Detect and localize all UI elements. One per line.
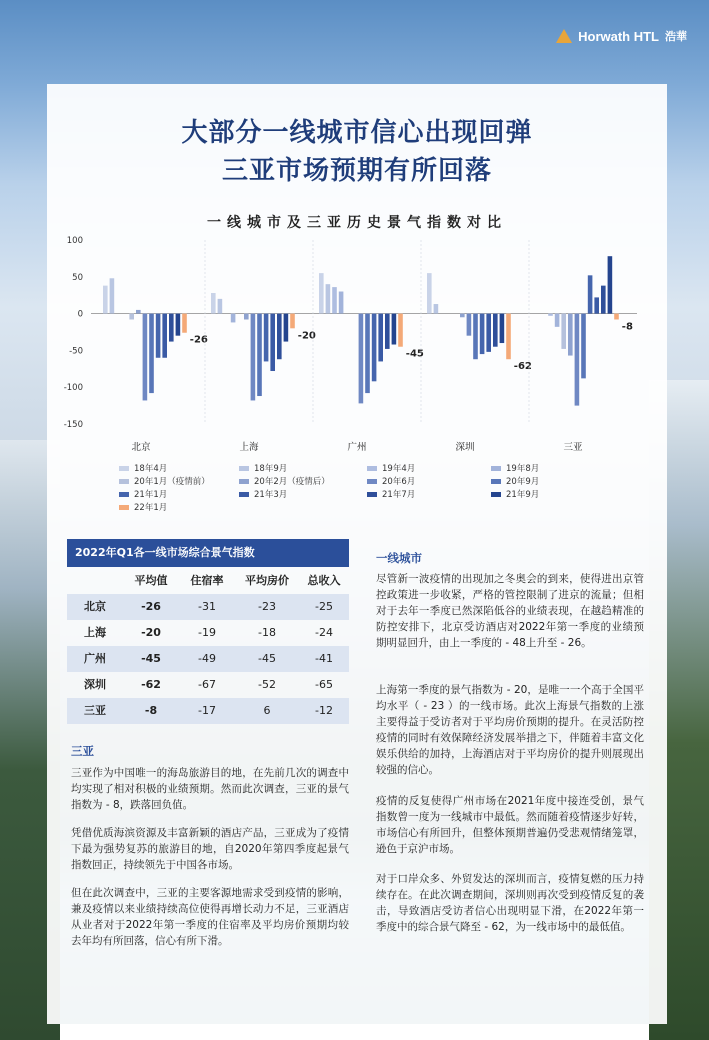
bar bbox=[548, 314, 553, 316]
table-cell: -67 bbox=[198, 678, 216, 691]
table-title: 2022年Q1各一线市场综合景气指数 bbox=[67, 539, 349, 567]
legend-swatch bbox=[367, 466, 377, 471]
legend-label: 21年3月 bbox=[254, 490, 288, 500]
bar bbox=[575, 314, 580, 406]
bar bbox=[500, 314, 505, 343]
legend-label: 20年1月（疫情前） bbox=[134, 477, 210, 487]
legend-label: 20年6月 bbox=[382, 477, 416, 487]
sanya-heading: 三亚 bbox=[71, 744, 94, 758]
legend-swatch bbox=[119, 466, 129, 471]
bar bbox=[392, 314, 397, 345]
legend-swatch bbox=[491, 466, 501, 471]
table-cell: -49 bbox=[198, 652, 216, 665]
end-value-label: -20 bbox=[297, 330, 316, 342]
table-cell: 平均值 bbox=[134, 574, 168, 587]
bar bbox=[284, 314, 289, 342]
legend-item bbox=[239, 475, 330, 487]
y-tick-label: 100 bbox=[66, 236, 83, 246]
headline-line1: 大部分一线城市信心出现回弹 bbox=[181, 118, 533, 148]
brand-cn: 浩華 bbox=[665, 31, 687, 43]
legend-swatch bbox=[119, 492, 129, 497]
bar bbox=[290, 314, 295, 329]
y-tick-label: -150 bbox=[63, 420, 83, 430]
bar bbox=[277, 314, 282, 360]
bar bbox=[581, 314, 586, 379]
bar bbox=[506, 314, 511, 360]
bar bbox=[486, 314, 491, 352]
table-cell: -8 bbox=[144, 704, 158, 717]
bar bbox=[332, 287, 337, 313]
legend-label: 22年1月 bbox=[134, 503, 168, 513]
legend-swatch bbox=[367, 492, 377, 497]
table-cell: 深圳 bbox=[84, 678, 106, 691]
bar bbox=[601, 286, 606, 314]
legend-label: 21年1月 bbox=[134, 490, 168, 500]
legend-item bbox=[119, 475, 210, 487]
table-cell: 北京 bbox=[84, 600, 106, 613]
table-cell: -65 bbox=[315, 678, 333, 691]
brand-name: Horwath HTL bbox=[578, 28, 659, 44]
category-label: 深圳 bbox=[455, 442, 475, 453]
legend-swatch bbox=[119, 479, 129, 484]
bar bbox=[365, 314, 370, 393]
bar bbox=[555, 314, 560, 327]
end-value-label: -8 bbox=[621, 321, 633, 333]
bar bbox=[588, 275, 593, 313]
legend-label: 18年4月 bbox=[134, 464, 168, 474]
y-tick-label: 50 bbox=[72, 272, 83, 283]
brand-triangle-icon bbox=[556, 29, 572, 43]
table-cell: -17 bbox=[198, 704, 216, 717]
bar bbox=[129, 314, 134, 320]
tier1-heading: 一线城市 bbox=[376, 551, 422, 565]
bar bbox=[110, 278, 115, 313]
bar bbox=[568, 314, 573, 356]
category-label: 三亚 bbox=[563, 442, 583, 453]
bar bbox=[427, 273, 432, 313]
legend-swatch bbox=[119, 505, 129, 510]
tier1-paragraph-4: 对于口岸众多、外贸发达的深圳而言，疫情复燃的压力持续存在。在此次调查期间，深圳则再次受到疫情反复的袭击，导致酒店受访者信心出现明显下滑，在2022年第一季度中的综合景气降至 - 62，为一线市场中的最低值。 bbox=[376, 873, 644, 933]
table-cell: 三亚 bbox=[84, 704, 106, 717]
bar bbox=[467, 314, 472, 336]
end-value-label: -62 bbox=[513, 361, 532, 373]
legend-swatch bbox=[491, 479, 501, 484]
legend-item bbox=[367, 475, 415, 487]
bar bbox=[460, 314, 465, 318]
table-cell: -52 bbox=[258, 678, 276, 691]
table-row bbox=[67, 672, 349, 698]
table-cell: -62 bbox=[141, 678, 161, 691]
table-row bbox=[67, 594, 349, 620]
table-cell bbox=[67, 568, 123, 594]
headline-line2: 三亚市场预期有所回落 bbox=[221, 156, 492, 186]
content-panel bbox=[47, 84, 667, 1024]
bar-chart bbox=[47, 234, 667, 474]
tier1-paragraph-3: 疫情的反复使得广州市场在2021年度中接连受创，景气指数曾一度为一线城市中最低。然而随着疫情逐步好转，市场信心有所回升，但整体预期普遍仍受悲观情绪笼罩，逊色于京沪市场。 bbox=[376, 795, 644, 855]
legend-item bbox=[119, 462, 167, 474]
bar bbox=[319, 273, 324, 313]
legend-item bbox=[491, 488, 539, 500]
bar bbox=[251, 314, 256, 401]
bar bbox=[434, 304, 439, 314]
end-value-label: -45 bbox=[405, 348, 424, 360]
legend-label: 21年9月 bbox=[506, 490, 540, 500]
legend-swatch bbox=[491, 492, 501, 497]
bar bbox=[211, 293, 216, 314]
bar bbox=[614, 314, 619, 320]
legend-swatch bbox=[367, 479, 377, 484]
table-cell: -24 bbox=[315, 626, 333, 639]
tier1-paragraph-1: 尽管新一波疫情的出现加之冬奥会的到来，使得进出京管控政策进一步收紧，严格的管控限制了进京的流量；但相对于去年一季度已然深陷低谷的业绩表现，在越趋精准的防控安排下，北京受访酒店对2022年第一季度的业绩预期明显回升，由上一季度的 - 48上升至 - 26。 bbox=[376, 573, 644, 649]
table-cell: -31 bbox=[198, 600, 216, 613]
legend-item bbox=[367, 462, 415, 474]
legend-label: 19年8月 bbox=[506, 464, 540, 474]
table-cell: -26 bbox=[141, 600, 161, 613]
table-row bbox=[67, 620, 349, 646]
table-cell: -12 bbox=[315, 704, 333, 717]
table-row bbox=[67, 646, 349, 672]
legend-label: 20年9月 bbox=[506, 477, 540, 487]
legend-label: 20年2月（疫情后） bbox=[254, 477, 330, 487]
bar bbox=[339, 292, 344, 314]
table-cell: 6 bbox=[263, 704, 271, 717]
table-cell: -20 bbox=[141, 626, 161, 639]
category-label: 上海 bbox=[239, 442, 259, 453]
table-row bbox=[67, 698, 349, 724]
bar bbox=[182, 314, 187, 333]
bar bbox=[103, 286, 108, 314]
legend-item bbox=[239, 462, 287, 474]
bar bbox=[162, 314, 167, 358]
bar bbox=[473, 314, 478, 360]
sanya-paragraph-3: 但在此次调查中，三亚的主要客源地需求受到疫情的影响，兼及疫情以来业绩持续高位使得再增长动力不足，三亚酒店从业者对于2022年第一季度的住宿率及平均房价预期均较去年均有所回落，信心有所下滑。 bbox=[71, 887, 349, 947]
category-label: 广州 bbox=[347, 442, 367, 453]
legend-item bbox=[367, 488, 415, 500]
y-tick-label: -50 bbox=[69, 346, 83, 357]
bar bbox=[257, 314, 262, 396]
bar bbox=[143, 314, 148, 401]
table-cell: -18 bbox=[258, 626, 276, 639]
bar bbox=[480, 314, 485, 354]
legend-item bbox=[491, 475, 539, 487]
table-cell: 广州 bbox=[84, 652, 106, 665]
brand-logo bbox=[556, 28, 687, 44]
legend-swatch bbox=[239, 466, 249, 471]
legend-item bbox=[239, 488, 287, 500]
table-cell: 总收入 bbox=[307, 574, 341, 587]
bar bbox=[156, 314, 161, 358]
table-cell: -25 bbox=[315, 600, 333, 613]
legend-label: 19年4月 bbox=[382, 464, 416, 474]
bar bbox=[378, 314, 383, 362]
bar bbox=[398, 314, 403, 347]
bar bbox=[244, 314, 249, 320]
bar bbox=[176, 314, 181, 336]
table-cell: -41 bbox=[315, 652, 333, 665]
end-value-label: -26 bbox=[189, 334, 208, 346]
bar bbox=[169, 314, 174, 342]
bar bbox=[493, 314, 498, 347]
sanya-paragraph-2: 凭借优质海滨资源及丰富新颖的酒店产品，三亚成为了疫情下最为强势复苏的旅游目的地，自2020年第四季度起景气指数回正，持续领先于中国各市场。 bbox=[71, 827, 349, 871]
legend-item bbox=[119, 488, 167, 500]
table-cell: -19 bbox=[198, 626, 216, 639]
bar bbox=[561, 314, 566, 349]
bar bbox=[326, 284, 331, 313]
table-cell: 上海 bbox=[84, 626, 106, 639]
bar bbox=[385, 314, 390, 349]
y-tick-label: 0 bbox=[77, 309, 83, 320]
legend-swatch bbox=[239, 479, 249, 484]
legend-item bbox=[491, 462, 539, 474]
bar bbox=[270, 314, 275, 371]
chart-title: 一线城市及三亚历史景气指数对比 bbox=[207, 215, 507, 231]
table-cell: 住宿率 bbox=[190, 574, 224, 587]
table-cell: -23 bbox=[258, 600, 276, 613]
table-cell: 平均房价 bbox=[245, 574, 289, 587]
table-cell: -45 bbox=[258, 652, 276, 665]
bar bbox=[149, 314, 154, 393]
legend-item bbox=[119, 501, 167, 513]
y-tick-label: -100 bbox=[63, 383, 83, 394]
bar bbox=[264, 314, 269, 362]
bar bbox=[231, 314, 236, 323]
legend-swatch bbox=[239, 492, 249, 497]
legend-label: 21年7月 bbox=[382, 490, 416, 500]
bar bbox=[594, 297, 599, 313]
category-label: 北京 bbox=[131, 442, 151, 453]
table-cell: -45 bbox=[141, 652, 161, 665]
bar bbox=[136, 310, 141, 314]
tier1-paragraph-2: 上海第一季度的景气指数为 - 20，是唯一一个高于全国平均水平（ - 23 ）的一线市场。此次上海景气指数的上涨主要得益于受访者对于平均房价预期的提升。在灵活防控疫情的同时有效保障经济发展举措之下，伴随着丰富文化娱乐供给的加持，上海酒店对于平均房价的提升则展现出较强的信心。 bbox=[376, 684, 644, 776]
bar bbox=[359, 314, 364, 404]
table-header-row bbox=[67, 568, 349, 594]
bar bbox=[218, 299, 223, 314]
bar bbox=[372, 314, 377, 382]
bar bbox=[608, 256, 613, 313]
legend-label: 18年9月 bbox=[254, 464, 288, 474]
sanya-paragraph-1: 三亚作为中国唯一的海岛旅游目的地，在先前几次的调查中均实现了相对积极的业绩预期。然而此次调查，三亚的景气指数为 - 8，跌落回负值。 bbox=[71, 767, 349, 811]
